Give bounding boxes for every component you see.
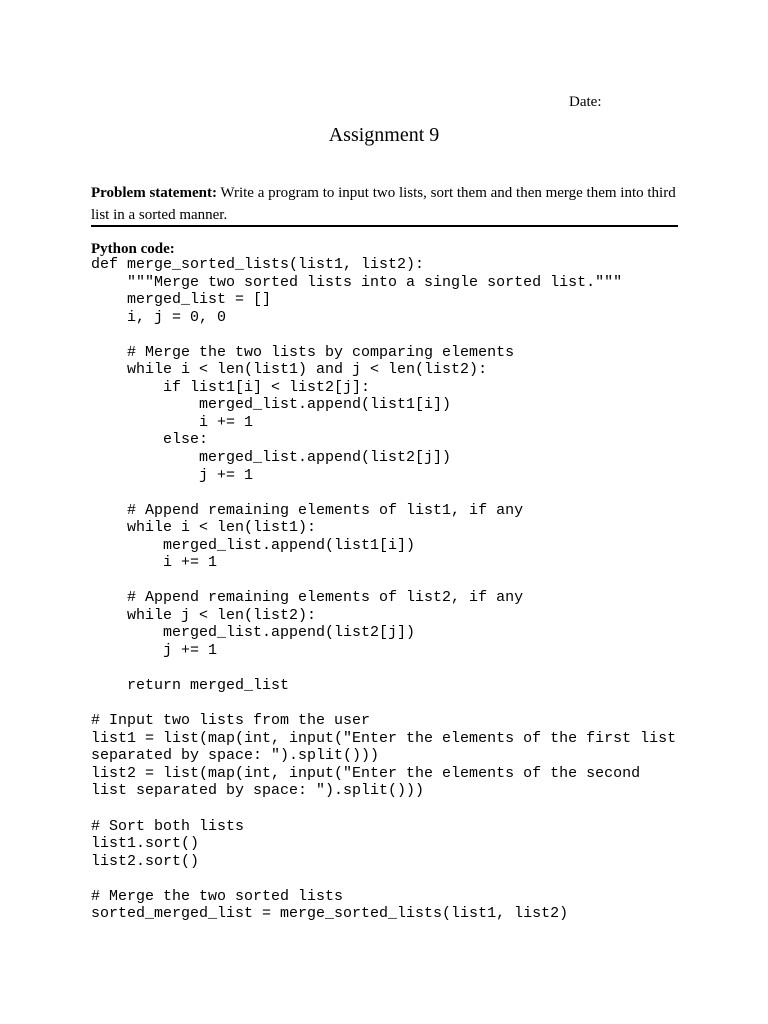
- code-line: # Merge the two lists by comparing elements: [91, 343, 515, 361]
- code-block: [91, 256, 691, 923]
- code-line: i += 1: [91, 413, 254, 431]
- code-line: list2 = list(map(int, input("Enter the elements of the second: [91, 764, 641, 782]
- code-line: # Sort both lists: [91, 817, 245, 835]
- code-heading: Python code:: [91, 241, 175, 257]
- code-line: # Merge the two sorted lists: [91, 887, 344, 905]
- code-line: list2.sort(): [91, 852, 200, 870]
- section-divider: [91, 225, 678, 227]
- problem-statement: [91, 183, 681, 226]
- code-line: return merged_list: [91, 677, 290, 695]
- code-line: """Merge two sorted lists into a single sorted list.""": [91, 273, 623, 291]
- page-title: Assignment 9: [328, 124, 440, 146]
- code-line: j += 1: [91, 642, 218, 660]
- code-line: merged_list.append(list1[i]): [91, 396, 452, 414]
- code-line: # Append remaining elements of list2, if any: [91, 589, 524, 607]
- code-line: # Input two lists from the user: [91, 712, 371, 730]
- code-line: merged_list.append(list2[j]): [91, 449, 452, 467]
- code-line: i, j = 0, 0: [91, 308, 227, 326]
- code-line: i += 1: [91, 554, 218, 572]
- code-line: list1.sort(): [91, 835, 200, 853]
- code-line: # Append remaining elements of list1, if any: [91, 501, 524, 519]
- code-line: list separated by space: ").split())): [91, 782, 425, 800]
- code-line: merged_list.append(list1[i]): [91, 536, 416, 554]
- code-line: merged_list.append(list2[j]): [91, 624, 416, 642]
- code-line: merged_list = []: [91, 291, 272, 309]
- code-line: while i < len(list1) and j < len(list2):: [91, 361, 488, 379]
- code-line: while i < len(list1):: [91, 519, 317, 537]
- code-line: else:: [91, 431, 209, 449]
- code-line: if list1[i] < list2[j]:: [91, 378, 371, 396]
- problem-statement-label: Problem statement:: [91, 185, 217, 201]
- code-line: def merge_sorted_lists(list1, list2):: [91, 256, 425, 273]
- code-line: while j < len(list2):: [91, 606, 317, 624]
- code-line: sorted_merged_list = merge_sorted_lists(list1, list2): [91, 905, 569, 923]
- code-line: separated by space: ").split())): [91, 747, 380, 765]
- problem-statement-text: Write a program to input two lists, sort them and then merge them into third list in a sorted manner.: [91, 185, 676, 223]
- date-label: Date:: [569, 94, 602, 110]
- code-line: j += 1: [91, 466, 254, 484]
- code-line: list1 = list(map(int, input("Enter the elements of the first list: [91, 729, 677, 747]
